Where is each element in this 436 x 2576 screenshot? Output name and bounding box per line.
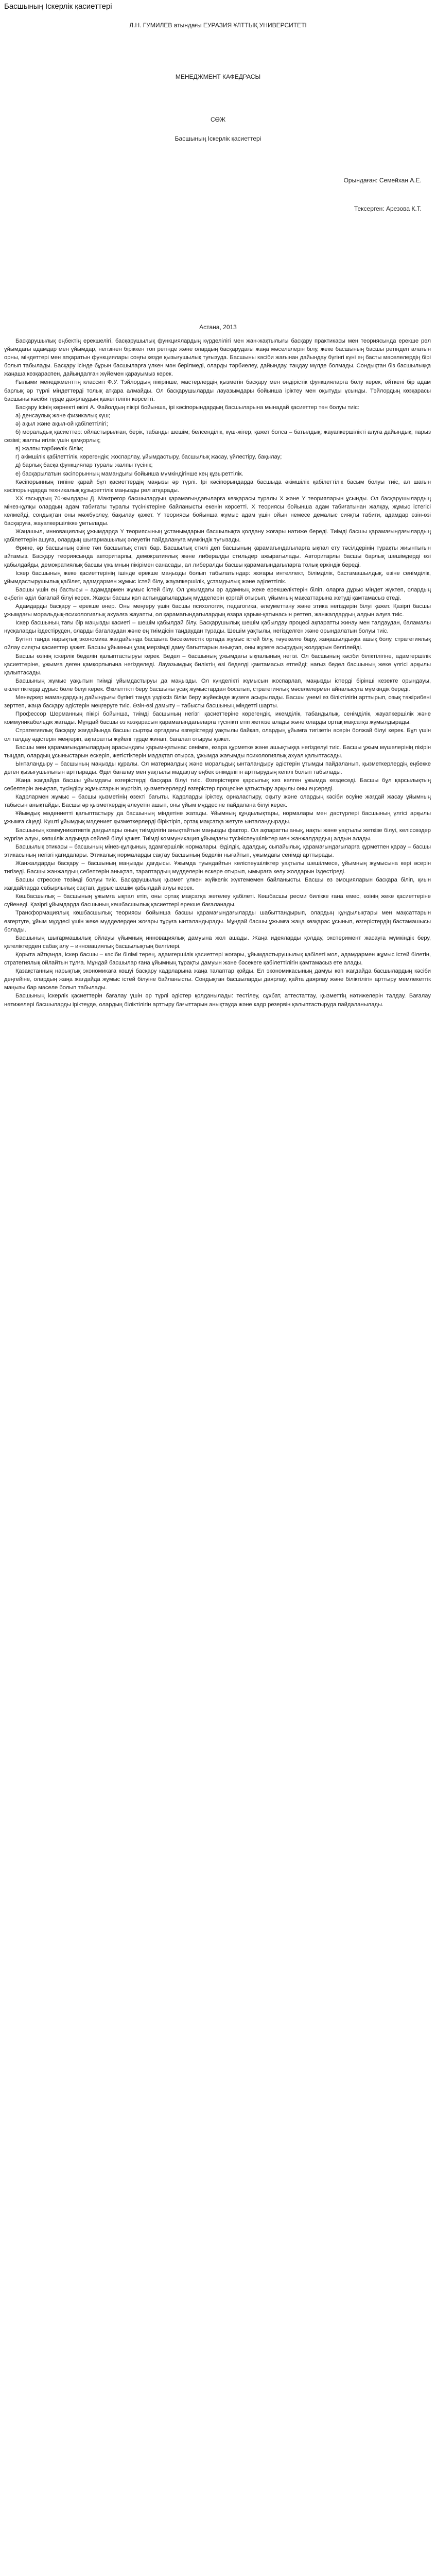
- document-title: Басшының Іскерлік қасиеттері: [175, 135, 261, 142]
- paragraph: Жаңашыл, инновациялық ұжымдарда Y теориясының ұстанымдарын басшылықта қолдану жоғары нәтиже береді. Тиімді басшы қарамағындағылардың қабілеттерін ашуға, олардың шығармашылық әлеуетін пайдалануға мүмкіндік туғызады.: [4, 529, 431, 544]
- paragraph: Басшы мен қарамағындағылардың арасындағы қарым-қатынас сенімге, өзара құрметке және ашықтыққа негізделуі тиіс. Басшы ұжым мүшелерінің пікірін тыңдап, олардың ұсыныстарын ескеріп, жетістіктерін мадақтап отырса, ұжымда жағымды психологиялық ахуал қалыптасады.: [4, 744, 431, 759]
- paragraph: Басшының шығармашылық ойлауы ұйымның инновациялық дамуына жол ашады. Жаңа идеяларды қолдау, эксперимент жасауға мүмкіндік беру, қателіктерден сабақ алу – инновациялық басшылықтың белгілері.: [4, 935, 431, 950]
- paragraph: б) моральдық қасиеттер: ойластырылған, берік, табанды шешім; белсенділік, күш-жігер, қажет болса – батылдық; жауапкершілікті алуға дайындық; парыз сезімі; жалпы игілік үшін қамқорлық;: [4, 429, 431, 444]
- paragraph: Қазақстанның нарықтық экономикаға көшуі басқару кадрларына жаңа талаптар қойды. Ел экономикасының дамуы көп жағдайда басшылардың кәсіби деңгейіне, олардың жаңа жағдайда жұмыс істей білуіне байланысты. Сондықтан басшыларды даярлау, қайта даярлау және біліктілігін арттыру мемлекеттік маңызы бар мәселе болып табылады.: [4, 968, 431, 991]
- paragraph: Қорыта айтқанда, іскер басшы – кәсіби білімі терең, адамгершілік қасиеттері жоғары, ұйымдастырушылық қабілеті мол, адамдармен жұмыс істей білетін, стратегиялық ойлайтын тұлға. Мұндай басшылар ғана ұйымның тұрақты дамуын және бәсекеге қабілеттілігін қамтамасыз ете алады.: [4, 951, 431, 967]
- paragraph: Басшы өзінің іскерлік беделін қалыптастыруы керек. Бедел – басшының ұжымдағы ықпалының негізі. Ол басшының кәсіби біліктілігіне, адамгершілік қасиеттеріне, ұжымға деген қамқорлығына негізделеді. Лауазымдық биліктің өзі беделді қамтамасыз етпейді; нағыз бедел басшының жеке үлгісі арқылы қалыптасады.: [4, 653, 431, 676]
- paragraph: Кадрлармен жұмыс – басшы қызметінің өзекті бағыты. Кадрларды іріктеу, орналастыру, оқыту және олардың кәсіби өсуіне жағдай жасау ұйымның табысын анықтайды. Басшы әр қызметкердің әлеуетін ашып, оны ұйым мүддесіне пайдалана білуі керек.: [4, 794, 431, 809]
- paragraph: Стратегиялық басқару жағдайында басшы сыртқы ортадағы өзгерістерді уақтылы байқап, олардың ұйымға тигізетін әсерін болжай білуі керек. Бұл үшін ол талдау әдістерін меңгеріп, ақпаратты жүйелі түрде жинап, бағалап отыруы қажет.: [4, 727, 431, 742]
- paragraph: XX ғасырдың 70-жылдары Д. Макгрегор басшылардың қарамағындағыларға көзқарасы туралы X және Y теорияларын ұсынды. Ол басқарушылардың мінез-құлқы олардың адам табиғаты туралы түсініктеріне байланысты екенін көрсетті. X теориясы бойынша адам табиғатынан жалқау, жұмыс істегісі келмейді, сондықтан оны мәжбүрлеу, бақылау қажет. Y теориясы бойынша жұмыс адам үшін ойын немесе демалыс сияқты табиғи, адамдар өзін-өзі басқаруға, жауапкершілікке ұмтылады.: [4, 495, 431, 527]
- paragraph: Ұйымдық мәдениетті қалыптастыру да басшының міндетіне жатады. Ұйымның құндылықтары, нормалары мен дәстүрлері басшының үлгісі арқылы ұжымға сіңеді. Күшті ұйымдық мәдениет қызметкерлерді біріктіріп, ортақ мақсатқа жетуге ынталандырады.: [4, 810, 431, 825]
- paragraph: Басшының іскерлік қасиеттерін бағалау үшін әр түрлі әдістер қолданылады: тестілеу, сұхбат, аттестаттау, қызметтің нәтижелерін талдау. Бағалау нәтижелері басшыларды іріктеуде, олардың біліктілігін арттыру бағыттарын анықтауда және кадр резервін қалыптастыруда пайдаланылады.: [4, 993, 431, 1008]
- paragraph: Ғылыми менеджменттің классигі Ф.У. Тэйлордың пікірінше, мастерлердің қызметін басқару мен өндірістік функцияларға бөлу керек, өйткені бір адам барлық әр түрлі міндеттерді толық атқара алмайды. Ол басқарушыларды лауазымдары бойынша іріктеу мен оқытуды ұсынды. Тэйлордың көзқарасы басшыны кәсіби түрде даярлаудың қажеттілігін көрсетті.: [4, 379, 431, 402]
- paragraph: Трансформациялық көшбасшылық теориясы бойынша басшы қарамағындағыларды шабыттандырып, олардың құндылықтары мен мақсаттарын өзгертуге, ұйым мүддесі үшін жеке мүдделерден жоғары тұруға ынталандырады. Мұндай басшы ұжымға жаңа көзқарас ұсынып, өзгерістердің бастамашысы болады.: [4, 910, 431, 933]
- paragraph: д) барлық басқа функциялар туралы жалпы түсінік;: [15, 462, 153, 469]
- paragraph: Іскер басшының жеке қасиеттерінің ішінде ерекше маңызды болып табылатындар: жоғары интеллект, білімділік, бастамашылдық, өзіне сенімділік, ұйымдастырушылық қабілет, адамдармен жұмыс істей білу, жауапкершілік, ұстамдылық және әділеттілік.: [4, 570, 431, 585]
- paragraph: ә) ақыл және ақыл-ой қабілеттілігі;: [15, 420, 108, 427]
- paragraph: Кәсіпорынның типіне қарай бұл қасиеттердің маңызы әр түрлі. Ірі кәсіпорындарда басшыда әкімшілік қабілеттілік басым болуы тиіс, ал шағын кәсіпорындарда техникалық құзыреттілік маңызды рөл атқарады.: [4, 479, 431, 494]
- paragraph: Басшының коммуникативтік дағдылары оның тиімділігін анықтайтын маңызды фактор. Ол ақпаратты анық, нақты және уақтылы жеткізе білуі, келіссөздер жүргізе алуы, көпшілік алдында сөйлей білуі қажет. Тиімді коммуникация ұйымдағы түсініспеушіліктер мен жанжалдардың алдын алады.: [4, 827, 431, 842]
- paragraph: Жанжалдарды басқару – басшының маңызды дағдысы. Ұжымда туындайтын келіспеушіліктер уақтылы шешілмесе, ұйымның жұмысына кері әсерін тигізеді. Басшы жанжалдың себептерін анықтап, тараптардың мүдделерін ескере отырып, ымыраға келу жолдарын іздестіреді.: [4, 860, 431, 875]
- paragraph: Көшбасшылық – басшының ұжымға ықпал етіп, оны ортақ мақсатқа жетелеу қабілеті. Көшбасшы ресми билікке ғана емес, өзінің жеке қасиеттеріне сүйенеді. Қазіргі ұйымдарда басшының көшбасшылық қасиеттері ерекше бағаланады.: [4, 893, 431, 908]
- paragraph: Әрине, әр басшының өзіне тән басшылық стилі бар. Басшылық стилі деп басшының қарамағындағыларға ықпал ету тәсілдерінің тұрақты жиынтығын айтамыз. Басқару теориясында авторитарлы, демократиялық және либералды стильдер ажыратылады. Авторитарлы басшы барлық шешімдерді өзі қабылдайды, демократиялық басшы ұжымның пікірімен санасады, ал либералды басшы қарамағындағыларға толық еркіндік береді.: [4, 545, 431, 568]
- university-name: Л.Н. ГУМИЛЕВ атындағы ЕУРАЗИЯ ҰЛТТЫҚ УНИВЕРСИТЕТІ: [129, 22, 307, 29]
- paragraph: е) басқарылатын кәсіпорынның мамандығы бойынша мүмкіндігінше кең құзыреттілік.: [15, 470, 243, 477]
- paragraph: Басқарушылық еңбектің ерекшелігі, басқарушылық функциялардың күрделілігі мен жан-жақтылығы басқару практикасы мен теориясында ерекше рөл ұйымдағы адамдар мен ұйымдар, негізінен біріккен топ ретінде және олардың басқарудағы жаңа мәселелерін білу, жеке басшының басшы ретіндегі алатын орны, міндеттері мен атқаратын функциялары соңғы кезде қызығушылық туғызуда. Басшыны кәсіби жағынан дайындау бүгінгі күні ең басты мәселелердің бірі болып табылады. Басқару ісінде бұрын басшыларға үлкен мән берілмеді, оларды тәрбиелеу, дайындау, таңдау мүлде болмады. Сондықтан біз басшылыққа жаңаша көзқараспен, дайындалған жүйемен қарауымыз керек.: [4, 338, 431, 378]
- paragraph: Жаңа жағдайда басшы ұйымдағы өзгерістерді басқара білуі тиіс. Өзгерістерге қарсылық кез келген ұжымда кездеседі. Басшы бұл қарсылықтың себептерін анықтап, түсіндіру жұмыстарын жүргізіп, қызметкерлерді өзгерістер процесіне қатыстыру арқылы оны еңсереді.: [4, 777, 431, 792]
- student-signature: Орындаған: Семейхан А.Е.: [343, 177, 422, 184]
- paragraph: Басшылық этикасы – басшының мінез-құлқының адамгершілік нормалары. Әділдік, адалдық, сыпайылық, қарамағындағыларға құрметпен қарау – басшы этикасының негізгі қағидалары. Этикалық нормаларды сақтау басшының беделін нығайтып, ұжымдағы сенімді арттырады.: [4, 843, 431, 858]
- paragraph: Профессор Шерманның пікірі бойынша, тиімді басшының негізгі қасиеттеріне көрегендік, икемділік, табандылық, сенімділік, жауапкершілік және коммуникабельдік жатады. Мұндай басшы өз көзқарасын қарамағындағыларға түсінікті етіп жеткізе алады және оларды ортақ мақсатқа жұмылдырады.: [4, 711, 431, 726]
- work-type: СӨЖ: [210, 116, 226, 123]
- paragraph: Адамдарды басқару – ерекше өнер. Оны меңгеру үшін басшы психология, педагогика, әлеуметтану және этика негіздерін білуі қажет. Қазіргі басшы ұжымдағы моральдық-психологиялық ахуалға жауапты, ол қарамағындағылардың өзара қарым-қатынасын реттеп, жанжалдардың алдын алуға тиіс.: [4, 603, 431, 618]
- paragraph: Басшының жұмыс уақытын тиімді ұйымдастыруы да маңызды. Ол күнделікті жұмысын жоспарлап, маңызды істерді бірінші кезекте орындауы, өкілеттіктерді дұрыс бөле білуі керек. Өкілеттікті беру басшыны ұсақ жұмыстардан босатып, стратегиялық мәселелермен айналысуға мүмкіндік береді.: [4, 677, 431, 692]
- paragraph: а) денсаулық және физикалық күш;: [15, 412, 111, 419]
- paragraph: г) әкімшілік қабілеттілік, көрегендік; жоспарлау, ұйымдастыру, басшылық жасау, үйлестіру, бақылау;: [15, 454, 282, 461]
- city-year: Астана, 2013: [199, 324, 237, 331]
- teacher-signature: Тексерген: Арезова К.Т.: [354, 205, 422, 212]
- paragraph: Бүгінгі таңда нарықтық экономика жағдайында басшыға бәсекелестік ортада жұмыс істей білу, тәуекелге бару, жаңашылдыққа ашық болу, стратегиялық ойлау сияқты қасиеттер қажет. Басшы ұйымның ұзақ мерзімді даму бағыттарын анықтап, оны жүзеге асырудың жолдарын белгілейді.: [4, 636, 431, 651]
- document-name: Басшының Іскерлік қасиеттері: [4, 2, 112, 11]
- paragraph: Ынталандыру – басшының маңызды құралы. Ол материалдық және моральдық ынталандыру әдістерін ұтымды пайдаланып, қызметкерлердің еңбекке деген қызығушылығын арттырады. Әділ бағалау мен уақтылы мадақтау еңбек өнімділігін арттырудың кепілі болып табылады.: [4, 760, 431, 775]
- paragraph: Басшы үшін ең бастысы – адамдармен жұмыс істей білу. Ол ұжымдағы әр адамның жеке ерекшеліктерін біліп, оларға дұрыс міндет жүктеп, олардың еңбегін әділ бағалай білуі керек. Жақсы басшы қол астындағылардың мүдделерін қорғай отырып, ұйымның мақсаттарына жетуді қамтамасыз етеді.: [4, 586, 431, 601]
- body-text: [4, 337, 431, 2576]
- paragraph: Менеджер мамандардың дайындығы бүгінгі таңда үздіксіз білім беру жүйесінде жүзеге асырылады. Басшы үнемі өз біліктілігін арттырып, озық тәжірибені зерттеп, жаңа басқару әдістерін меңгеруге тиіс. Өзін-өзі дамыту – табысты басшының міндетті шарты.: [4, 694, 431, 709]
- paragraph: Басқару ісінің көрнекті өкілі А. Файолдың пікірі бойынша, ірі кәсіпорындардың басшыларына мынадай қасиеттер тән болуы тиіс:: [15, 404, 359, 411]
- paragraph: в) жалпы тәрбиелік білім;: [15, 446, 84, 452]
- department-name: МЕНЕДЖМЕНТ КАФЕДРАСЫ: [175, 73, 261, 80]
- paragraph: Іскер басшының тағы бір маңызды қасиеті – шешім қабылдай білу. Басқарушылық шешім қабылдау процесі ақпаратты жинау мен талдаудан, баламалы нұсқаларды іздестіруден, оларды бағалаудан және ең тиімдісін таңдаудан тұрады. Шешім уақтылы, негізделген және орындалатын болуы тиіс.: [4, 620, 431, 635]
- paragraph: Басшы стресске төзімді болуы тиіс. Басқарушылық қызмет үлкен жүйкелік жүктемемен байланысты. Басшы өз эмоцияларын басқара біліп, қиын жағдайларда сабырлылық сақтап, дұрыс шешім қабылдай алуы керек.: [4, 877, 431, 892]
